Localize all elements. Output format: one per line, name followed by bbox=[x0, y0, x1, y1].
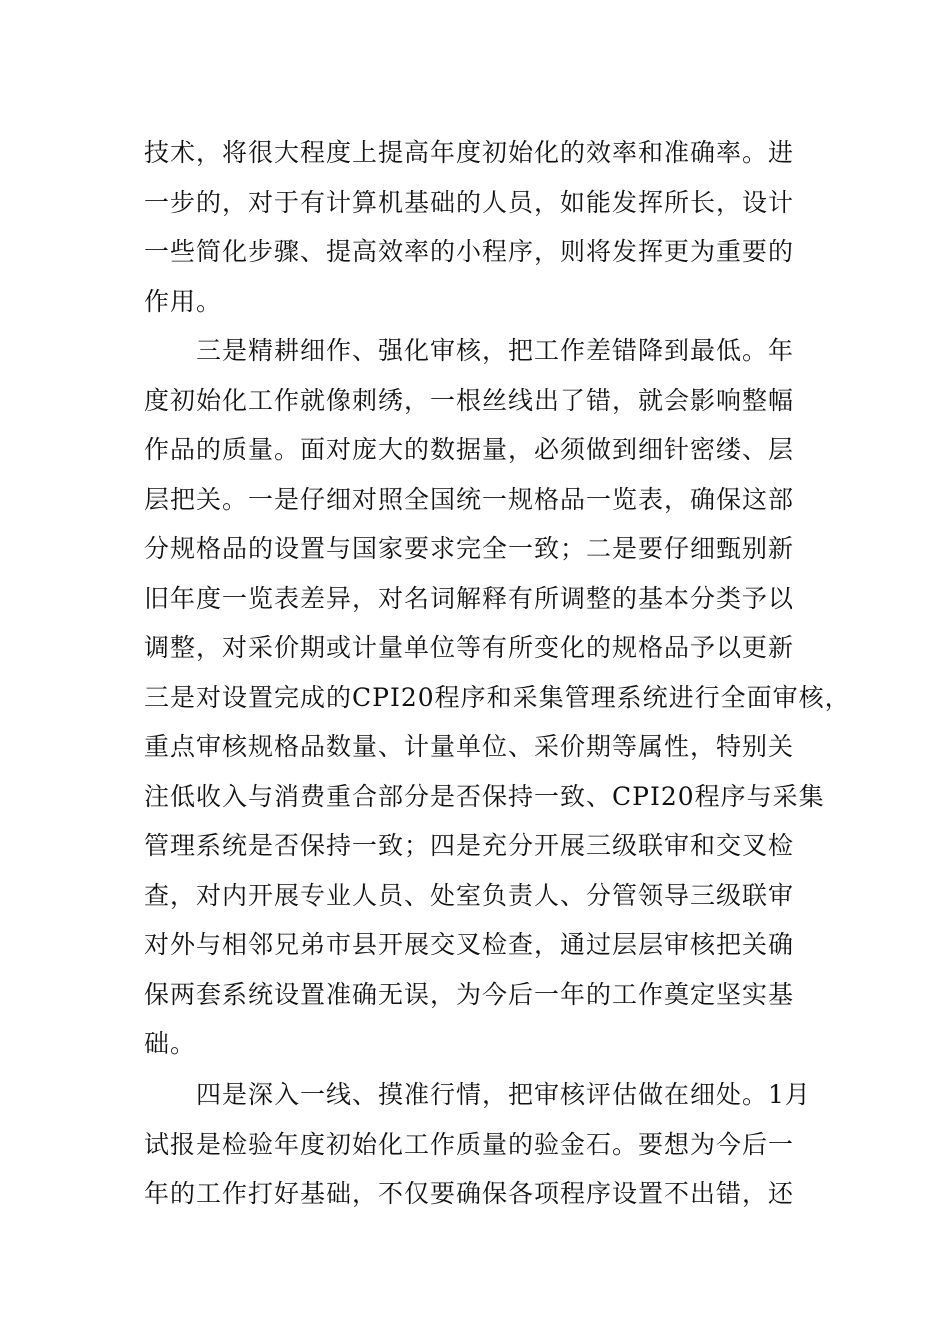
text-line: 度初始化工作就像刺绣，一根丝线出了错，就会影响整幅 bbox=[144, 385, 795, 415]
text-line: 层把关。一是仔细对照全国统一规格品一览表，确保这部 bbox=[144, 484, 795, 514]
text-line: 作用。 bbox=[144, 286, 223, 316]
text-line: 四是深入一线、摸准行情，把审核评估做在细处。1月 bbox=[196, 1080, 811, 1109]
text-line: 重点审核规格品数量、计量单位、采价期等属性，特别关 bbox=[144, 732, 795, 761]
text-line: 分规格品的设置与国家要求完全一致；二是要仔细甄别新 bbox=[144, 534, 795, 563]
text-line: 保两套系统设置准确无误，为今后一年的工作奠定坚实基 bbox=[144, 979, 795, 1009]
text-line: 技术，将很大程度上提高年度初始化的效率和准确率。进 bbox=[144, 138, 795, 167]
text-line: 一步的，对于有计算机基础的人员，如能发挥所长，设计 bbox=[144, 187, 795, 217]
paragraph-2 bbox=[144, 326, 851, 1069]
text-line: 三是对设置完成的CPI20程序和采集管理系统进行全面审核， bbox=[144, 682, 851, 712]
text-line: 试报是检验年度初始化工作质量的验金石。要想为今后一 bbox=[144, 1129, 795, 1159]
text-line: 作品的质量。面对庞大的数据量，必须做到细针密缕、层 bbox=[144, 435, 795, 464]
text-line: 调整，对采价期或计量单位等有所变化的规格品予以更新 bbox=[144, 633, 795, 662]
text-line: 查，对内开展专业人员、处室负责人、分管领导三级联审 bbox=[144, 880, 795, 910]
text-line: 一些简化步骤、提高效率的小程序，则将发挥更为重要的 bbox=[144, 237, 795, 266]
paragraph-1 bbox=[144, 128, 824, 326]
text-line: 础。 bbox=[144, 1029, 197, 1058]
text-line: 年的工作打好基础，不仅要确保各项程序设置不出错，还 bbox=[144, 1179, 795, 1208]
text-line: 管理系统是否保持一致；四是充分开展三级联审和交叉检 bbox=[144, 831, 795, 860]
text-line: 对外与相邻兄弟市县开展交叉检查，通过层层审核把关确 bbox=[144, 930, 795, 959]
text-line: 旧年度一览表差异，对名词解释有所调整的基本分类予以 bbox=[144, 583, 795, 613]
paragraph-3 bbox=[144, 1070, 824, 1219]
text-line: 注低收入与消费重合部分是否保持一致、CPI20程序与采集 bbox=[144, 781, 825, 811]
text-line: 三是精耕细作、强化审核，把工作差错降到最低。年 bbox=[196, 336, 795, 365]
